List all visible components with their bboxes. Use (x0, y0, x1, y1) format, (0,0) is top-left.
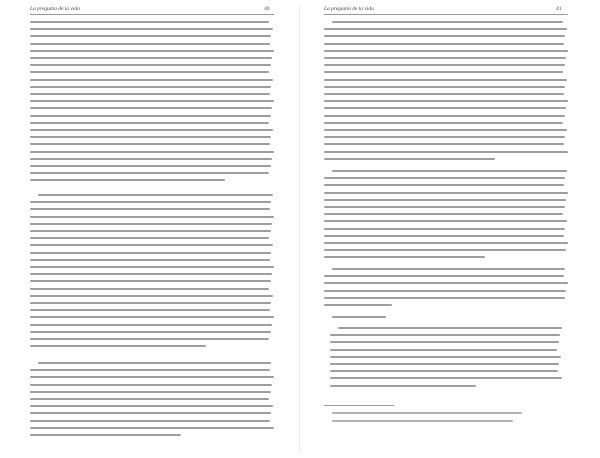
footnote-rule (324, 405, 394, 406)
text-line (30, 420, 270, 422)
text-line (30, 179, 225, 181)
text-line (30, 302, 271, 304)
text-line (30, 143, 270, 145)
text-line (30, 434, 181, 436)
text-line (30, 35, 271, 37)
right-footnotes (300, 0, 600, 458)
text-line (30, 151, 274, 153)
text-line (38, 362, 271, 364)
text-line (30, 201, 271, 203)
text-line (30, 93, 270, 95)
right-running-head: La pregunta de la vida (324, 6, 374, 12)
text-line (332, 420, 513, 422)
text-line (30, 324, 272, 326)
right-page (300, 0, 600, 458)
text-line (30, 398, 269, 400)
text-line (30, 384, 272, 386)
text-line (30, 376, 274, 378)
text-line (30, 273, 272, 275)
text-line (30, 122, 269, 124)
text-line (38, 194, 273, 196)
text-line (30, 165, 271, 167)
text-line (30, 158, 272, 160)
text-line (30, 338, 269, 340)
text-line (30, 331, 271, 333)
text-line (30, 107, 272, 109)
text-line (332, 412, 522, 414)
text-line (30, 288, 269, 290)
text-line (30, 43, 270, 45)
text-line (30, 71, 269, 73)
text-line (30, 259, 270, 261)
left-running-head: La pregunta de la vida (30, 6, 80, 12)
text-line (30, 86, 271, 88)
text-line (30, 57, 272, 59)
right-page-number: 41 (556, 6, 562, 12)
text-line (30, 100, 274, 102)
text-line (30, 309, 270, 311)
text-line (30, 412, 271, 414)
text-line (30, 405, 273, 407)
text-line (30, 280, 271, 282)
text-line (30, 21, 269, 23)
text-line (30, 230, 271, 232)
text-line (30, 79, 273, 81)
text-line (30, 115, 271, 117)
text-line (30, 28, 273, 30)
text-line (30, 208, 270, 210)
text-line (30, 391, 271, 393)
text-line (30, 427, 274, 429)
text-line (30, 64, 271, 66)
text-line (30, 129, 273, 131)
text-line (30, 50, 274, 52)
text-line (30, 244, 273, 246)
text-line (30, 345, 206, 347)
left-page-number: 40 (264, 6, 270, 12)
text-line (30, 295, 273, 297)
text-line (30, 136, 271, 138)
text-line (30, 172, 269, 174)
text-line (30, 223, 272, 225)
text-line (30, 316, 274, 318)
text-line (30, 216, 274, 218)
text-line (30, 369, 270, 371)
text-line (30, 266, 274, 268)
text-line (30, 252, 271, 254)
text-line (30, 237, 269, 239)
